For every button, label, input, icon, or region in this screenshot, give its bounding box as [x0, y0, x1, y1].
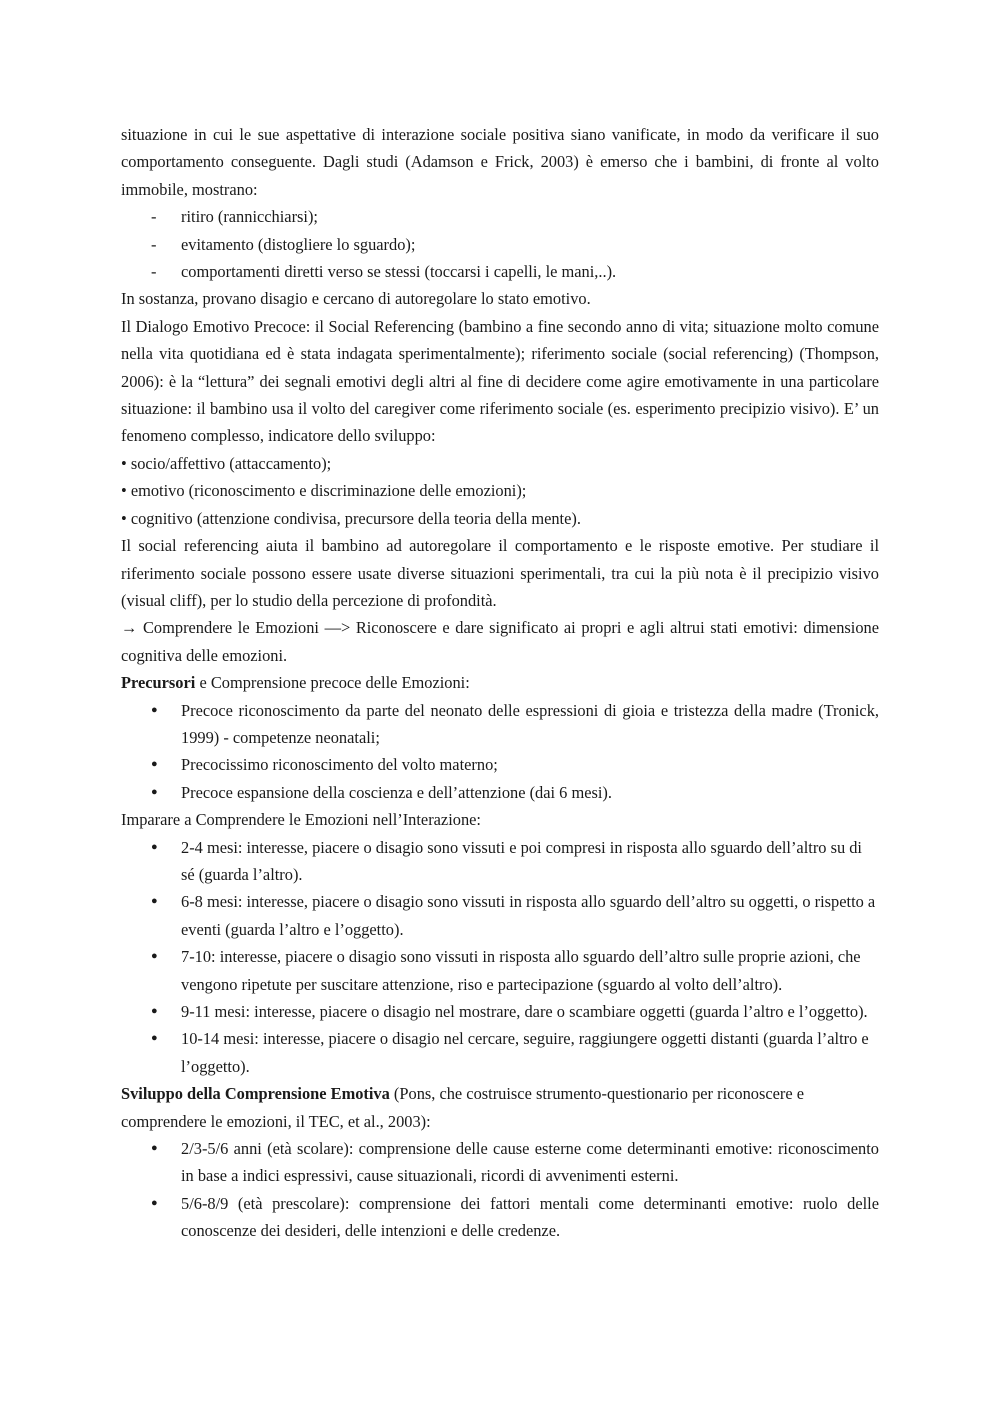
bullet-marker: ●: [151, 785, 158, 798]
list-item: ● Precocissimo riconoscimento del volto materno;: [121, 751, 879, 778]
bullet-marker: ●: [151, 1032, 158, 1045]
heading-interazione: Imparare a Comprendere le Emozioni nell’Interazione:: [121, 810, 481, 830]
list-item: ● 2/3-5/6 anni (età scolare): comprensione delle cause esterne come determinanti emotive: riconoscimento in base a indici espressivi, cause situazionali, ricordi di avvenimenti esterni.: [121, 1135, 879, 1190]
list-item: ● 7-10: interesse, piacere o disagio sono vissuti in risposta allo sguardo dell’altro sulle proprie azioni, che vengono ripetute per suscitare attenzione, riso e partecipazione (sguardo al volto dell’altro).: [121, 943, 879, 998]
document-page: [121, 121, 879, 1245]
dash-list: [121, 203, 879, 285]
bullet-marker: ●: [151, 758, 158, 771]
dash-marker: -: [151, 207, 157, 227]
list-item: ● 5/6-8/9 (età prescolare): comprensione dei fattori mentali come determinanti emotive: ruolo delle conoscenze dei desideri, delle intenzioni e delle credenze.: [121, 1190, 879, 1245]
list-item: - evitamento (distogliere lo sguardo);: [121, 231, 879, 258]
paragraph-comprendere: → Comprendere le Emozioni —> Riconoscere e dare significato ai propri e agli altrui stati emotivi: dimensione cognitiva delle emozioni.: [121, 618, 879, 665]
list-item: ● Precoce espansione della coscienza e dell’attenzione (dai 6 mesi).: [121, 779, 879, 806]
dash-marker: -: [151, 234, 157, 254]
paragraph-visual-cliff: Il social referencing aiuta il bambino ad autoregolare il comportamento e le risposte emotive. Per studiare il riferimento sociale possono essere usate diverse situazioni sperimentali, tra cui la più nota è il precipizio visivo (visual cliff), per lo studio della percezione di profondità.: [121, 536, 879, 610]
sviluppo-list: [121, 1135, 879, 1245]
list-item: ● 9-11 mesi: interesse, piacere o disagio nel mostrare, dare o scambiare oggetti (guarda l’altro e l’oggetto).: [121, 998, 879, 1025]
precursori-list: [121, 697, 879, 807]
interazione-list: [121, 834, 879, 1081]
bullet-marker: ●: [151, 1005, 158, 1017]
bullet-marker: ●: [151, 950, 158, 963]
paragraph-intro: situazione in cui le sue aspettative di interazione sociale positiva siano vanificate, in modo da verificare il suo comportamento conseguente. Dagli studi (Adamson e Frick, 2003) è emerso che i bambini, di fronte al volto immobile, mostrano:: [121, 125, 879, 199]
paragraph-summary: In sostanza, provano disagio e cercano di autoregolare lo stato emotivo.: [121, 289, 591, 309]
list-item: ● 6-8 mesi: interesse, piacere o disagio sono vissuti in risposta allo sguardo dell’altro su oggetti, o rispetto a eventi (guarda l’altro e l’oggetto).: [121, 888, 879, 943]
indicator-line: • cognitivo (attenzione condivisa, precursore della teoria della mente).: [121, 508, 581, 528]
list-item: - ritiro (rannicchiarsi);: [121, 203, 879, 230]
indicator-line: • emotivo (riconoscimento e discriminazione delle emozioni);: [121, 481, 527, 501]
heading-precursori: Precursori e Comprensione precoce delle Emozioni:: [121, 673, 470, 693]
dash-marker: -: [151, 262, 157, 282]
list-item: ● Precoce riconoscimento da parte del neonato delle espressioni di gioia e tristezza della madre (Tronick, 1999) - competenze neonatali;: [121, 697, 879, 752]
bullet-marker: ●: [151, 1142, 158, 1155]
indicator-line: • socio/affettivo (attaccamento);: [121, 453, 332, 473]
paragraph-social-referencing: Il Dialogo Emotivo Precoce: il Social Referencing (bambino a fine secondo anno di vita; situazione molto comune nella vita quotidiana ed è stata indagata sperimentalmente); riferimento sociale (social referencing) (Thompson, 2006): è la “lettura” dei segnali emotivi degli altri al fine di decidere come agire emotivamente in una particolare situazione: il bambino usa il volto del caregiver come riferimento sociale (es. esperimento precipizio visivo). E’ un fenomeno complesso, indicatore dello sviluppo:: [121, 316, 879, 446]
list-item: ● 10-14 mesi: interesse, piacere o disagio nel cercare, seguire, raggiungere oggetti distanti (guarda l’altro e l’oggetto).: [121, 1025, 879, 1080]
bullet-marker: ●: [151, 895, 158, 908]
list-item: - comportamenti diretti verso se stessi (toccarsi i capelli, le mani,..).: [121, 258, 879, 285]
bullet-marker: ●: [151, 703, 158, 716]
bullet-marker: ●: [151, 840, 158, 853]
bullet-marker: ●: [151, 1196, 158, 1209]
heading-sviluppo: Sviluppo della Comprensione Emotiva (Pons, che costruisce strumento-questionario per riconoscere e comprendere le emozioni, il TEC, et al., 2003):: [121, 1084, 805, 1131]
list-item: ● 2-4 mesi: interesse, piacere o disagio sono vissuti e poi compresi in risposta allo sguardo dell’altro su di sé (guarda l’altro).: [121, 834, 879, 889]
